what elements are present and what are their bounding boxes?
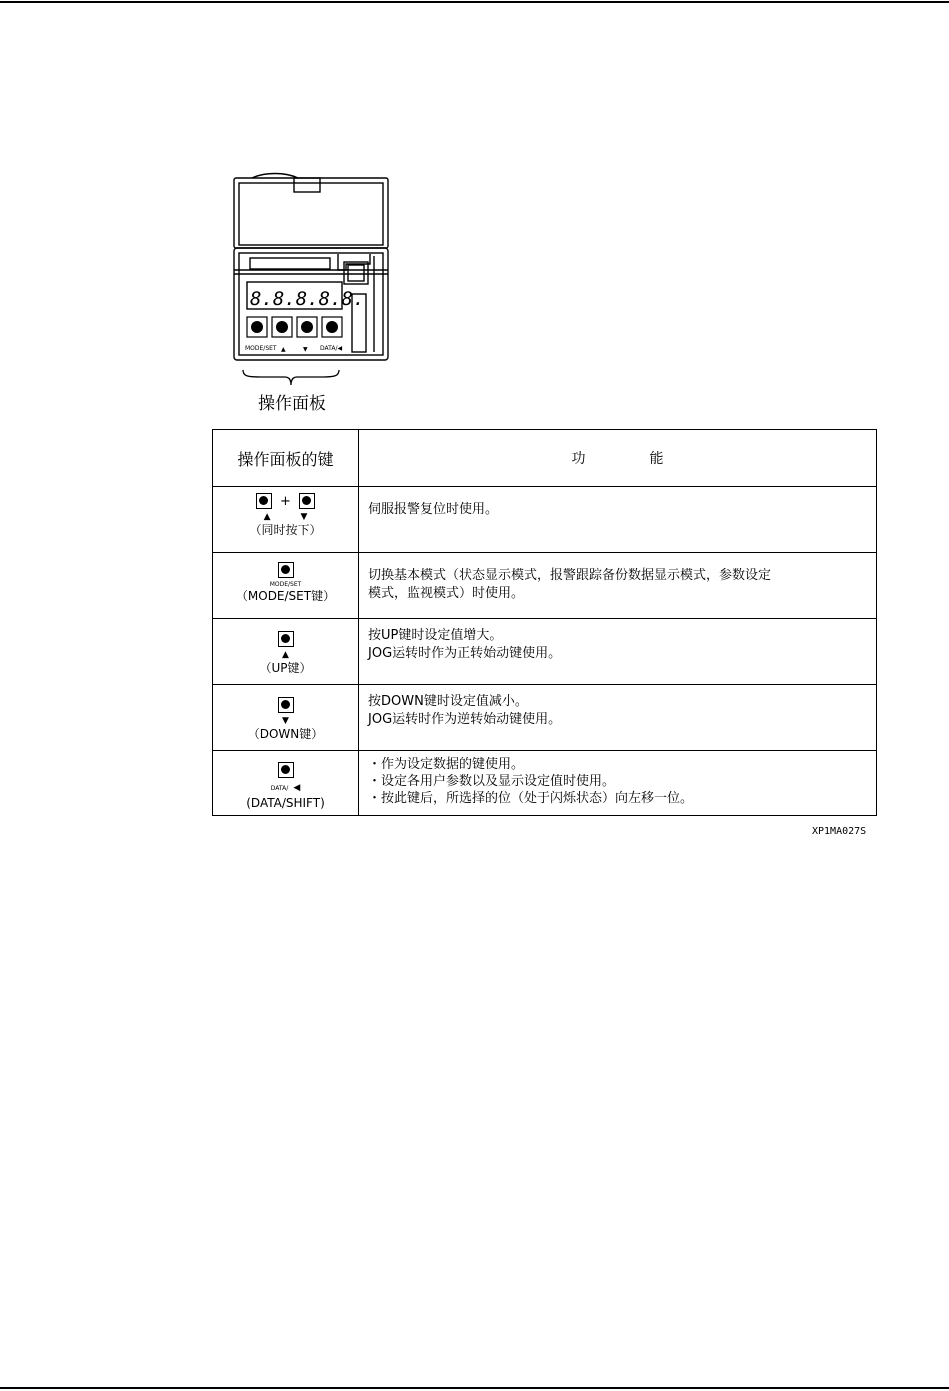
key-cell-data-shift — [213, 751, 359, 816]
down-arrow-icon: ▼ — [300, 512, 308, 522]
function-line: 按DOWN键时设定值减小。 — [368, 694, 528, 709]
function-line: JOG运转时作为正转始动键使用。 — [368, 646, 562, 661]
mode-set-mini-label: MODE/SET — [269, 581, 302, 588]
button-icon — [278, 562, 294, 578]
table-row — [213, 685, 877, 751]
function-line: 模式，监视模式）时使用。 — [368, 586, 525, 601]
operator-panel-illustration — [230, 172, 394, 368]
table-row — [213, 487, 877, 553]
function-line: 伺服报警复位时使用。 — [368, 502, 499, 517]
function-line: ・按此键后，所选择的位（处于闪烁状态）向左移一位。 — [368, 791, 694, 806]
function-cell — [359, 553, 877, 619]
header-function-char-2: 能 — [649, 451, 664, 467]
function-cell — [359, 751, 877, 816]
table-row — [213, 751, 877, 816]
table-row — [213, 619, 877, 685]
key-caption: (DATA/SHIFT) — [246, 796, 325, 810]
button-icon — [256, 493, 272, 509]
up-label: ▲ — [281, 346, 286, 353]
function-line: ・作为设定数据的键使用。 — [368, 757, 525, 772]
key-caption: （DOWN键） — [247, 727, 324, 741]
function-cell — [359, 685, 877, 751]
button-icon — [278, 762, 294, 778]
key-cell-mode-set — [213, 553, 359, 619]
function-line: JOG运转时作为逆转始动键使用。 — [368, 712, 562, 727]
up-arrow-icon: ▲ — [282, 650, 289, 660]
panel-bracket — [241, 368, 341, 388]
key-caption: （MODE/SET键） — [235, 589, 336, 603]
key-cell-down — [213, 685, 359, 751]
header-key: 操作面板的键 — [213, 430, 359, 487]
header-function — [359, 430, 877, 487]
key-caption: （UP键） — [259, 661, 312, 675]
key-function-table — [212, 429, 877, 816]
down-label: ▼ — [303, 346, 308, 353]
header-rule — [0, 1, 949, 3]
panel-caption: 操作面板 — [258, 394, 326, 414]
down-arrow-icon: ▼ — [282, 716, 289, 726]
data-shift-label: DATA/◀ — [320, 345, 343, 352]
button-icon — [299, 493, 315, 509]
function-cell — [359, 487, 877, 553]
up-arrow-icon: ▲ — [263, 512, 271, 522]
plus-sign: + — [280, 494, 291, 509]
display-digits: 8.8.8.8.8. — [250, 288, 365, 310]
key-cell-up — [213, 619, 359, 685]
data-mini-label: DATA/ — [270, 785, 289, 792]
button-icon — [278, 697, 294, 713]
function-line: 按UP键时设定值增大。 — [368, 628, 503, 643]
left-arrow-icon: ◀ — [293, 783, 301, 793]
function-cell — [359, 619, 877, 685]
mode-set-label: MODE/SET — [245, 345, 277, 352]
footer-rule — [0, 1387, 949, 1389]
key-cell-reset — [213, 487, 359, 553]
header-function-char-1: 功 — [571, 451, 586, 467]
table-header-row — [213, 430, 877, 487]
function-line: 切换基本模式（状态显示模式，报警跟踪备份数据显示模式，参数设定 — [368, 568, 772, 583]
function-line: ・设定各用户参数以及显示设定值时使用。 — [368, 774, 616, 789]
key-caption: （同时按下） — [249, 523, 322, 537]
table-row — [213, 553, 877, 619]
figure-code: XP1MA027S — [812, 826, 867, 837]
button-icon — [278, 631, 294, 647]
